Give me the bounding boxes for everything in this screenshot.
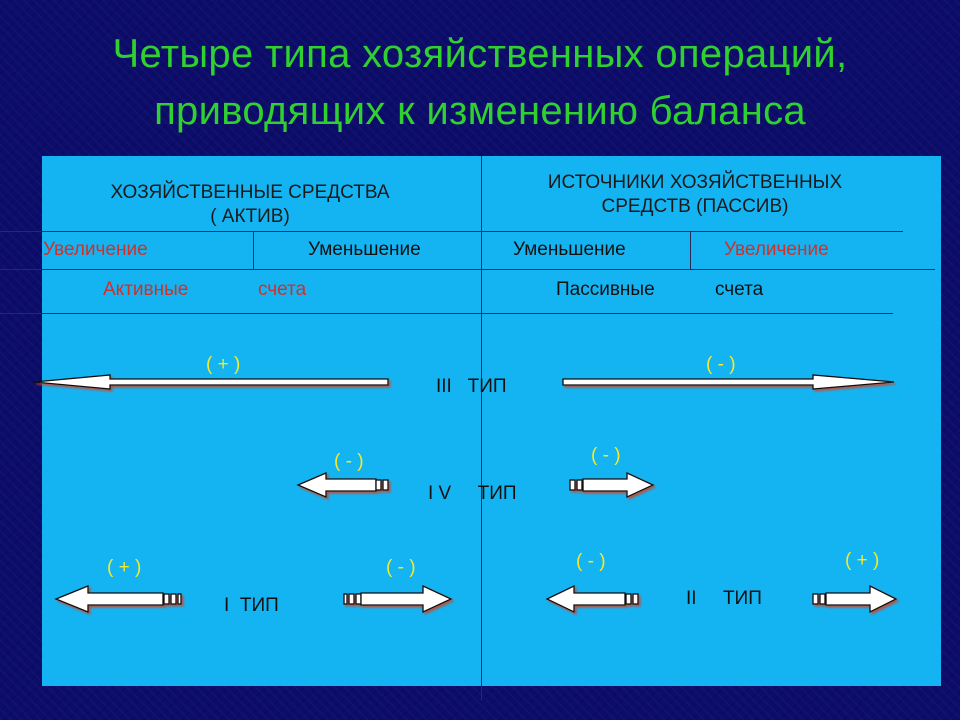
type2-left-arrow — [547, 586, 638, 612]
assets-header-line-2: ( АКТИВ) — [210, 206, 290, 227]
type4-right-arrow — [570, 473, 653, 497]
type1-right-arrow — [344, 586, 451, 612]
passive-accounts-label: счета — [715, 279, 764, 300]
type1-right-sign: ( - ) — [386, 557, 416, 578]
type2-right-arrow — [813, 586, 896, 612]
type3-label: III ТИП — [436, 376, 507, 397]
liabilities-header-line-1: ИСТОЧНИКИ ХОЗЯЙСТВЕННЫХ — [547, 172, 843, 193]
type1-left-sign: ( + ) — [107, 557, 142, 578]
type1-label: I ТИП — [224, 595, 279, 616]
type4-label: I V ТИП — [428, 483, 517, 504]
type3-left-sign: ( + ) — [206, 354, 241, 375]
assets-decrease-label: Уменьшение — [308, 239, 421, 260]
type2-right-sign: ( + ) — [845, 550, 880, 571]
assets-header-line-1: ХОЗЯЙСТВЕННЫЕ СРЕДСТВА — [110, 182, 390, 203]
assets-increase-label: Увеличение — [43, 239, 148, 260]
passive-accounts-word: Пассивные — [556, 279, 655, 300]
liabilities-increase-label: Увеличение — [724, 239, 829, 260]
active-accounts-label: счета — [258, 279, 307, 300]
type2-label: II ТИП — [686, 588, 762, 609]
type4-right-sign: ( - ) — [591, 445, 621, 466]
type2-left-sign: ( - ) — [576, 551, 606, 572]
type3-right-sign: ( - ) — [706, 354, 736, 375]
liabilities-decrease-label: Уменьшение — [513, 239, 626, 260]
type4-left-arrow — [298, 473, 388, 497]
slide-title-line-1: Четыре типа хозяйственных операций, — [112, 32, 848, 76]
active-accounts-word: Активные — [103, 279, 189, 300]
liabilities-header-line-2: СРЕДСТВ (ПАССИВ) — [601, 196, 789, 217]
type3-right-arrow — [563, 375, 894, 389]
slide-title-line-2: приводящих к изменению баланса — [154, 89, 806, 133]
type1-left-arrow — [56, 586, 181, 612]
type4-left-sign: ( - ) — [334, 451, 364, 472]
type3-left-arrow — [34, 375, 388, 389]
